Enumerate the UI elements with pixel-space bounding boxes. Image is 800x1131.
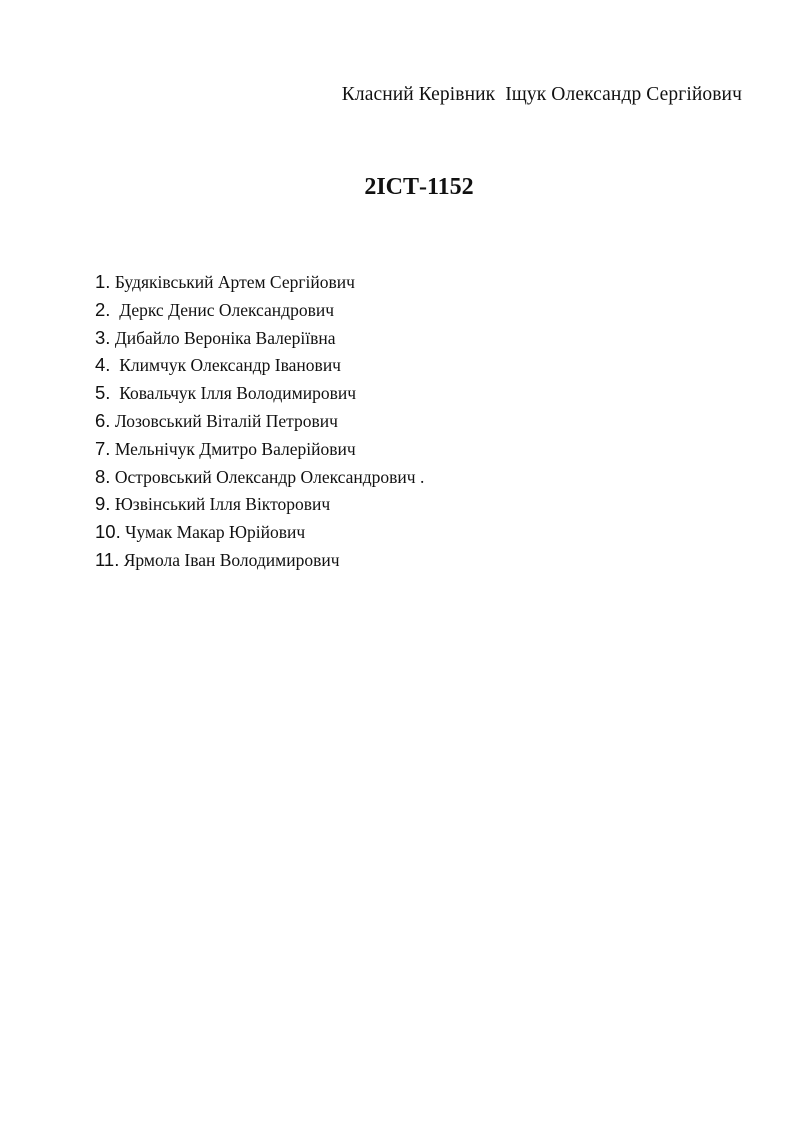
list-item (95, 324, 424, 352)
list-item (95, 490, 424, 518)
student-name: Мельнічук Дмитро Валерійович (114, 438, 356, 459)
student-name: Дибайло Вероніка Валеріївна (114, 327, 336, 348)
list-item (95, 351, 424, 379)
list-item (95, 379, 424, 407)
class-teacher-line (342, 84, 742, 106)
student-name: Лозовський Віталій Петрович (114, 410, 338, 431)
list-item (95, 518, 424, 546)
student-name: Будяківський Артем Сергійович (114, 272, 355, 292)
student-list (95, 268, 424, 574)
list-item (95, 463, 424, 491)
list-item (95, 546, 424, 574)
student-name: Ярмола Іван Володимирович (123, 549, 340, 570)
list-item (95, 268, 424, 296)
student-name: Климчук Олександр Іванович (119, 355, 341, 376)
list-item (95, 435, 424, 463)
class-teacher-name: Іщук Олександр Сергійович (505, 84, 742, 105)
list-item-number: 1. (95, 271, 111, 292)
list-item-number: 11. (95, 548, 120, 570)
list-item (95, 407, 424, 435)
list-item-number: 8. (95, 465, 111, 487)
group-title: 2ІСТ-1152 (364, 174, 474, 200)
list-item-number: 9. (95, 493, 111, 515)
list-item-number: 2. (95, 298, 111, 320)
student-name: Юзвінський Ілля Вікторович (114, 494, 331, 515)
list-item (95, 296, 424, 324)
student-name: Чумак Макар Юрійович (125, 522, 306, 543)
list-item-number: 6. (95, 409, 111, 431)
student-name: Деркс Денис Олександрович (119, 299, 335, 320)
list-item-number: 7. (95, 437, 111, 459)
list-item-number: 5. (95, 382, 111, 404)
list-item-number: 4. (95, 354, 111, 376)
list-item-number: 3. (95, 326, 111, 348)
student-name: Островський Олександр Олександрович . (114, 466, 425, 487)
student-name: Ковальчук Ілля Володимирович (119, 383, 357, 404)
list-item-number: 10. (95, 521, 121, 543)
class-teacher-label: Класний Керівник (341, 84, 496, 105)
